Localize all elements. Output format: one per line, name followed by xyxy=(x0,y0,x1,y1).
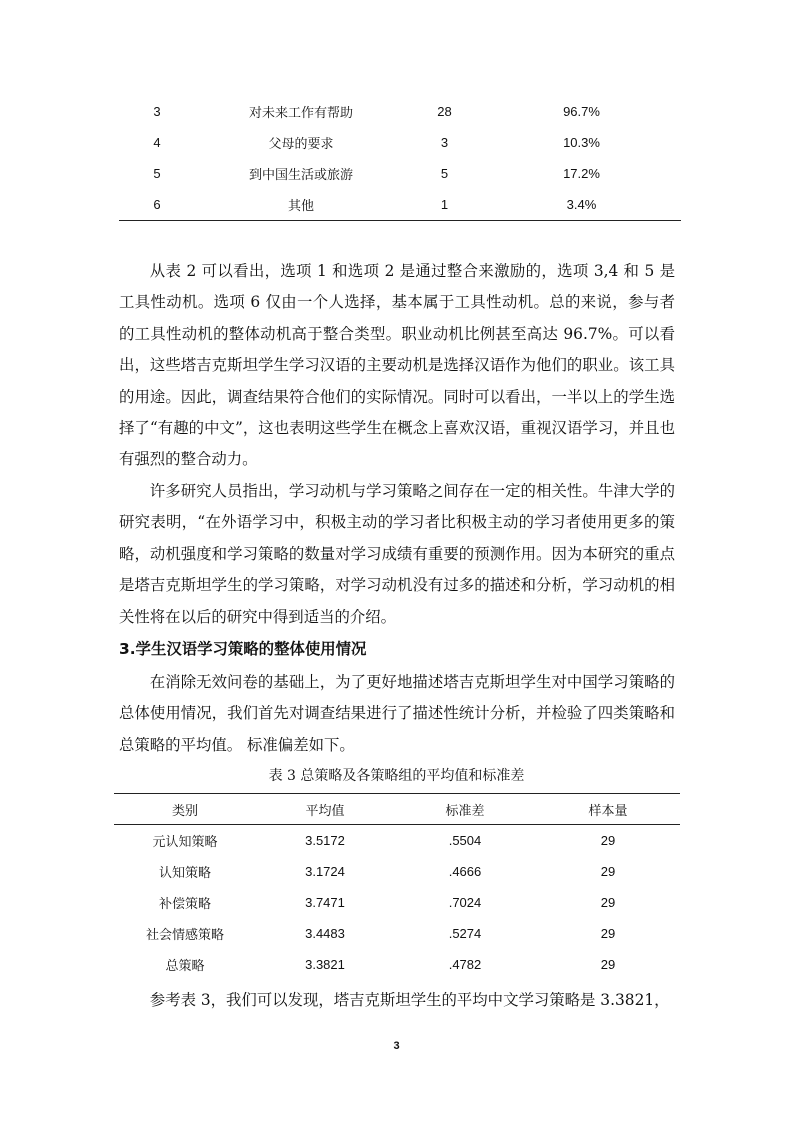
header-sd: 标准差 xyxy=(445,804,485,819)
strategy-category: 补偿策略 xyxy=(158,897,211,912)
strategy-sd: .4666 xyxy=(448,864,482,879)
header-n: 样本量 xyxy=(588,804,628,819)
table-2-continued xyxy=(119,96,681,220)
option-percent: 17.2% xyxy=(563,166,600,181)
page-number: 3 xyxy=(393,1040,400,1052)
strategy-category: 总策略 xyxy=(165,959,205,974)
table-header-row xyxy=(114,794,680,825)
strategy-category: 元认知策略 xyxy=(152,835,218,850)
option-number: 6 xyxy=(153,197,161,212)
strategy-n: 29 xyxy=(600,895,616,910)
strategy-mean: 3.5172 xyxy=(305,833,345,848)
option-label: 父母的要求 xyxy=(268,137,334,152)
option-count: 1 xyxy=(440,197,449,212)
strategy-category: 认知策略 xyxy=(158,866,211,881)
strategy-sd: .5504 xyxy=(448,833,482,848)
strategy-mean: 3.4483 xyxy=(305,926,345,941)
table-row xyxy=(119,127,681,158)
option-count: 3 xyxy=(440,135,449,150)
strategy-n: 29 xyxy=(600,926,616,941)
option-percent: 96.7% xyxy=(563,104,600,119)
strategy-n: 29 xyxy=(600,833,616,848)
strategy-sd: .5274 xyxy=(448,926,482,941)
table-row xyxy=(114,918,680,949)
option-percent: 3.4% xyxy=(566,197,597,212)
table-3-caption: 表 3 总策略及各策略组的平均值和标准差 xyxy=(268,768,525,784)
option-label: 对未来工作有帮助 xyxy=(248,106,353,121)
table-bottom-rule xyxy=(119,220,681,221)
option-label: 其他 xyxy=(287,199,314,214)
option-count: 5 xyxy=(440,166,449,181)
paragraph-motivation-strategy-correlation: 许多研究人员指出，学习动机与学习策略之间存在一定的相关性。牛津大学的研究表明，“在外语学习中，积极主动的学习者比积极主动的学习者使用更多的策略，动机强度和学习策略的数量对学习成绩有重要的预测作用。因为本研究的重点是塔吉克斯坦学生的学习策略，对学习动机没有过多的描述和分析，学习动机的相关性将在以后的研究中得到适当的介绍。 xyxy=(119,482,675,626)
strategy-n: 29 xyxy=(600,957,616,972)
paragraph-motivation-analysis: 从表 2 可以看出，选项 1 和选项 2 是通过整合来激励的，选项 3,4 和 5 是工具性动机。选项 6 仅由一个人选择，基本属于工具性动机。总的来说，参与者的工具性动机的整体动机高于整合类型。职业动机比例甚至高达 96.7%。可以看出，这些塔吉克斯坦学生学习汉语的主要动机是选择汉语作为他们的职业。该工具的用途。因此，调查结果符合他们的实际情况。同时可以看出，一半以上的学生选择了“有趣的中文”，这也表明这些学生在概念上喜欢汉语，重视汉语学习，并且也有强烈的整合动力。 xyxy=(119,262,675,469)
strategy-n: 29 xyxy=(600,864,616,879)
table-row xyxy=(119,189,681,220)
header-category: 类别 xyxy=(171,804,198,819)
table-row xyxy=(114,856,680,887)
option-number: 5 xyxy=(153,166,161,181)
option-count: 28 xyxy=(437,104,452,119)
strategy-sd: .7024 xyxy=(448,895,482,910)
option-number: 3 xyxy=(153,104,161,119)
table-row xyxy=(114,949,680,980)
option-label: 到中国生活或旅游 xyxy=(248,168,353,183)
strategy-mean: 3.1724 xyxy=(305,864,345,879)
table-row xyxy=(114,825,680,856)
strategy-mean: 3.7471 xyxy=(305,895,345,910)
paragraph-table3-interpretation: 参考表 3，我们可以发现，塔吉克斯坦学生的平均中文学习策略是 3.3821， xyxy=(149,991,670,1009)
section-heading: 3.学生汉语学习策略的整体使用情况 xyxy=(119,640,367,658)
header-mean: 平均值 xyxy=(305,804,345,819)
strategy-sd: .4782 xyxy=(448,957,482,972)
strategy-category: 社会情感策略 xyxy=(145,928,224,943)
table-row xyxy=(114,887,680,918)
table-row xyxy=(119,158,681,189)
strategy-mean: 3.3821 xyxy=(305,957,345,972)
option-number: 4 xyxy=(153,135,161,150)
table-row xyxy=(119,96,681,127)
option-percent: 10.3% xyxy=(563,135,600,150)
paragraph-strategy-overview: 在消除无效问卷的基础上，为了更好地描述塔吉克斯坦学生对中国学习策略的总体使用情况，我们首先对调查结果进行了描述性统计分析，并检验了四类策略和总策略的平均值。 标准偏差如下。 xyxy=(119,673,675,754)
